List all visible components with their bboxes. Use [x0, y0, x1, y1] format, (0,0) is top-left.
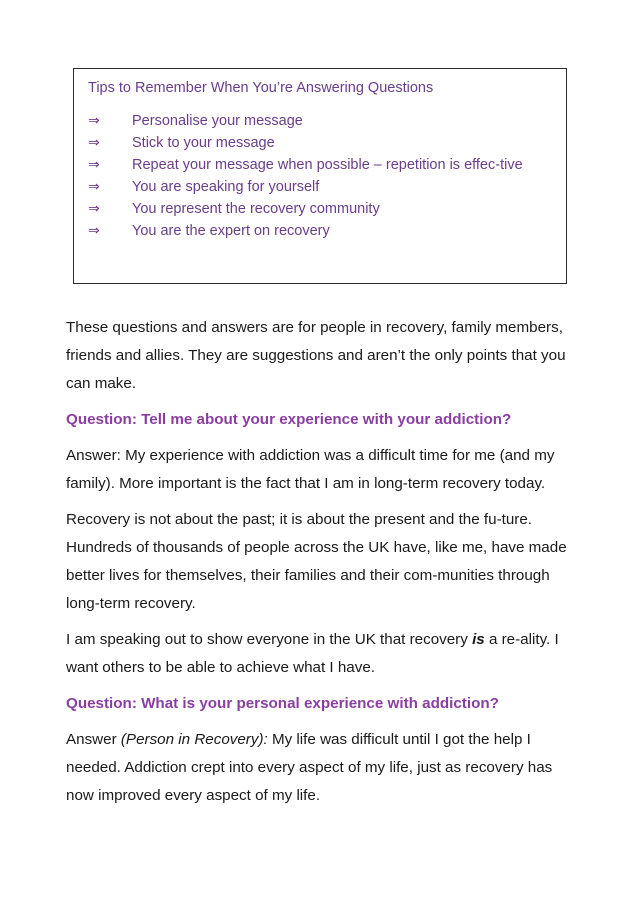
double-arrow-icon: ⇒ [88, 113, 100, 129]
tip-text: Repeat your message when possible – repetition is effec-tive [132, 157, 523, 173]
intro-paragraph: These questions and answers are for people in recovery, family members, friends and allies. They are suggestions and aren’t the only points that you can make. [66, 319, 566, 392]
tips-list [88, 110, 552, 242]
answer-paragraph: Answer: My experience with addiction was a difficult time for me (and my family). More important is the fact that I am in long-term recovery today. [66, 447, 555, 492]
tip-text: Stick to your message [132, 135, 275, 151]
emphasis-text: is [472, 631, 485, 648]
body-paragraph [66, 626, 576, 682]
tip-item [88, 198, 552, 220]
double-arrow-icon: ⇒ [88, 201, 100, 217]
tip-item [88, 154, 552, 176]
answer-prefix: Answer [66, 731, 121, 748]
paragraph-text: a re-ality. I want others to be able to achieve what I have. [66, 631, 559, 676]
question-heading: Question: What is your personal experience with addiction? [66, 695, 499, 712]
double-arrow-icon: ⇒ [88, 179, 100, 195]
paragraph-text: I am speaking out to show everyone in the UK that recovery [66, 631, 473, 648]
answer-paragraph [66, 726, 576, 810]
double-arrow-icon: ⇒ [88, 157, 100, 173]
answer-text: My life was difficult until I got the help I needed. Addiction crept into every aspect of my life, just as recovery has now improved every aspect of my life. [66, 731, 553, 804]
tip-item [88, 110, 552, 132]
question-heading: Question: Tell me about your experience with your addiction? [66, 411, 512, 428]
tip-item [88, 220, 552, 242]
tips-box [73, 68, 567, 284]
tip-text: You are the expert on recovery [132, 223, 330, 239]
body-paragraph: Recovery is not about the past; it is about the present and the fu-ture. Hundreds of thousands of people across the UK have, like me, have made better lives for themselves, their families and their com-munities through long-term recovery. [66, 511, 567, 612]
document-body [66, 314, 576, 818]
tip-text: You are speaking for yourself [132, 179, 320, 195]
double-arrow-icon: ⇒ [88, 223, 100, 239]
tip-text: Personalise your message [132, 113, 303, 129]
tip-item [88, 132, 552, 154]
answer-role: (Person in Recovery): [120, 731, 268, 748]
tips-title: Tips to Remember When You’re Answering Questions [88, 80, 434, 96]
tip-item [88, 176, 552, 198]
tip-text: You represent the recovery community [132, 201, 380, 217]
double-arrow-icon: ⇒ [88, 135, 100, 151]
